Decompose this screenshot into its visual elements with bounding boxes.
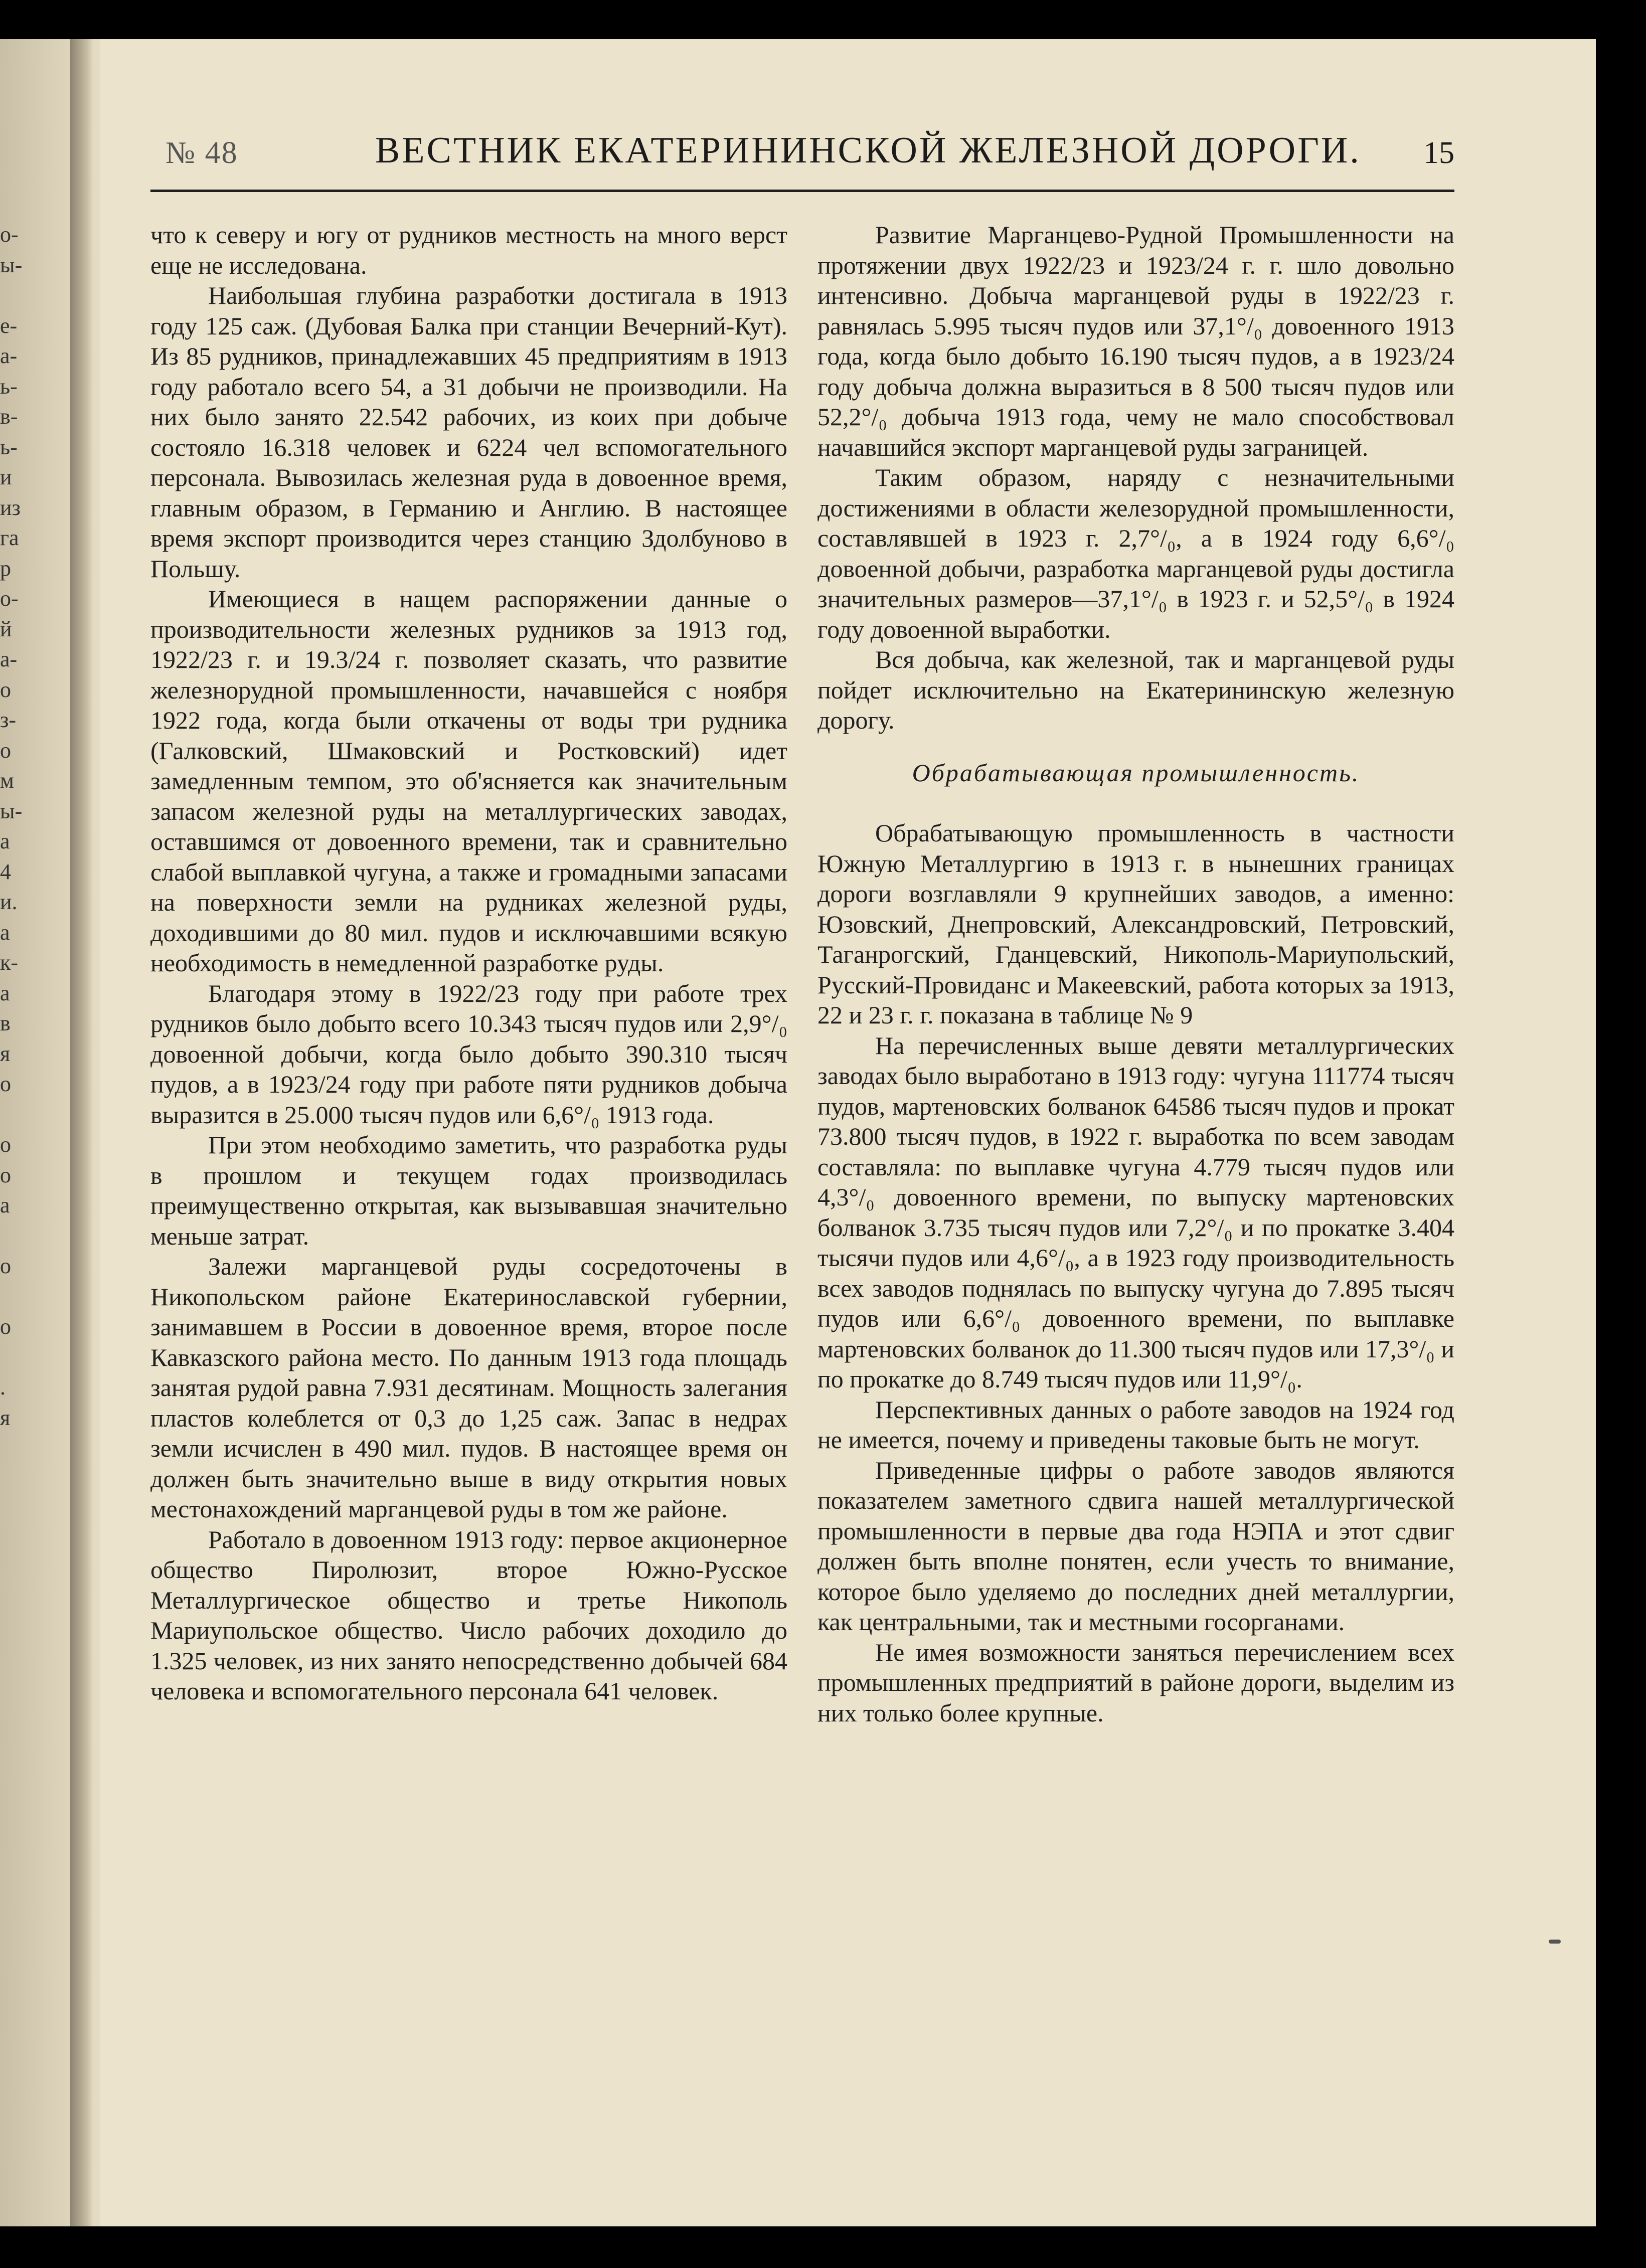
paragraph: Наибольшая глубина разработки достигала в 1913 году 125 саж. (Дубовая Балка при станции Вечерний-Кут). Из 85 рудников, принадлежавших 45 предприятиям в 1913 году работало всего 54, а 31 добычи не производили. На них было занято 22.542 рабочих, из коих при добыче состояло 16.318 человек и 6224 чел вспомогательного персонала. Вывозилась железная руда в довоенное время, главным образом, в Германию и Англию. В настоящее время экспорт производится через станцию Здолбуново в Польшу.: [150, 281, 787, 583]
section-title: Обрабатывающая промышленность.: [912, 758, 1360, 787]
adjacent-page-fragments: о- ы- е- а- ь- в- ь- и из га р о- й а- о з- о м ы- а 4 и. а к- а в я о о о а о о . я: [0, 222, 23, 1430]
scanned-page: [0, 39, 1596, 2226]
paragraph: Вся добыча, как железной, так и марганцевой руды пойдет исключительно на Екатерининскую железную дорогу.: [817, 645, 1454, 734]
paragraph: Залежи марганцевой руды сосредоточены в Никопольском районе Екатеринославской губернии, занимавшем в России в довоенное время, второе после Кавказского района место. По данным 1913 года площадь занятая рудой равна 7.931 десятинам. Мощность залегания пластов колеблется от 0,3 до 1,25 саж. Запас в недрах земли исчислен в 490 мил. пудов. В настоящее время он должен быть значительно выше в виду открытия новых местонахождений марганцевой руды в том же районе.: [150, 1252, 787, 1523]
paragraph: Благодаря этому в 1922/23 году при работе трех рудников было добыто всего 10.343 тысяч пудов или 2,9°/₀ довоенной добычи, когда было добыто 390.310 тысяч пудов, а в 1923/24 году при работе пяти рудников добыча выразится в 25.000 тысяч пудов или 6,6°/₀ 1913 года.: [150, 979, 787, 1129]
right-column: [817, 220, 1454, 1728]
paragraph: Развитие Марганцево-Рудной Промышленности на протяжении двух 1922/23 и 1923/24 г. г. шло довольно интенсивно. Добыча марганцевой руды в 1922/23 г. равнялась 5.995 тысяч пудов или 37,1°/₀ довоенного 1913 года, когда было добыто 16.190 тысяч пудов, а в 1923/24 году добыча должна выразиться в 8 500 тысяч пудов или 52,2°/₀ добыча 1913 года, чему не мало способствовал начавшийся экспорт марганцевой руды заграницей.: [817, 221, 1454, 461]
fold-shadow: [70, 39, 93, 2226]
ink-mark: [1549, 1940, 1561, 1944]
running-header: [166, 124, 1454, 180]
paragraph: Обрабатывающую промышленность в частности Южную Металлургию в 1913 г. в нынешних границах дороги возглавляли 9 крупнейших заводов, а именно: Юзовский, Днепровский, Александровский, Петровский, Таганрогский, Гданцевский, Никополь-Мариупольский, Русский-Провиданс и Макеевский, работа которых за 1913, 22 и 23 г. г. показана в таблице № 9: [817, 819, 1454, 1029]
paragraph: Имеющиеся в нащем распоряжении данные о производительности железных рудников за 1913 год, 1922/23 г. и 19.3/24 г. позволяет сказать, что развитие железнорудной промышленности, начавшейся с ноября 1922 года, когда были откачены от воды три рудника (Галковский, Шмаковский и Ростковский) идет замедленным темпом, это об'ясняется как значительным запасом железной руды на металлургических заводах, оставшимся от довоенного времени, так и сравнительно слабой выплавкой чугуна, а также и громадными запасами на поверхности земли на рудниках железной руды, доходившими до 80 мил. пудов и исключавшими всякую необходимость в немедленной разработке руды.: [150, 585, 787, 977]
paragraph: Не имея возможности заняться перечислением всех промышленных предприятий в районе дороги, выделим из них только более крупные.: [817, 1638, 1454, 1727]
paragraph: Работало в довоенном 1913 году: первое акционерное общество Пиролюзит, второе Южно-Русское Металлургическое общество и третье Никополь Мариупольское общество. Число рабочих доходило до 1.325 человек, из них занято непосредственно добычей 684 человека и вспомогательного персонала 641 человек.: [150, 1525, 787, 1705]
paragraph: На перечисленных выше девяти металлургических заводах было выработано в 1913 году: чугуна 111774 тысяч пудов, мартеновских болванок 64586 тысяч пудов и прокат 73.800 тысяч пудов, в 1922 г. выработка по всем заводам составляла: по выплавке чугуна 4.779 тысяч пудов или 4,3°/₀ довоенного времени, по выпуску мартеновских болванок 3.735 тысяч пудов или 7,2°/₀ и по прокатке 3.404 тысячи пудов или 4,6°/₀, а в 1923 году производительность всех заводов поднялась по выпуску чугуна до 7.895 тысяч пудов или 6,6°/₀ довоенного времени, по выплавке мартеновских болванок до 11.300 тысяч пудов или 17,3°/₀ и по прокатке до 8.749 тысяч пудов или 11,9°/₀.: [817, 1031, 1454, 1393]
paragraph: что к северу и югу от рудников местность на много верст еще не исследована.: [150, 221, 787, 279]
header-rule: [150, 190, 1454, 192]
page-number: 15: [1423, 136, 1454, 170]
paragraph: При этом необходимо заметить, что разработка руды в прошлом и текущем годах производилась преимущественно открытая, как вызывавшая значительно меньше затрат.: [150, 1131, 787, 1250]
paragraph: Таким образом, наряду с незначительными достижениями в области железорудной промышленности, составлявшей в 1923 г. 2,7°/₀, а в 1924 году 6,6°/₀ довоенной добычи, разработка марганцевой руды достигла значительных размеров—37,1°/₀ в 1923 г. и 52,5°/₀ в 1924 году довоенной выработки.: [817, 463, 1454, 643]
journal-title: ВЕСТНИК ЕКАТЕРИНИНСКОЙ ЖЕЛЕЗНОЙ ДОРОГИ.: [375, 130, 1361, 171]
left-column: [150, 220, 787, 1706]
paragraph: Перспективных данных о работе заводов на 1924 год не имеется, почему и приведены таковые быть не могут.: [817, 1395, 1454, 1454]
issue-number: № 48: [166, 136, 238, 170]
paragraph: Приведенные цифры о работе заводов являются показателем заметного сдвига нашей металлургической промышленности в первые два года НЭПА и этот сдвиг должен быть вполне понятен, если учесть то внимание, которое было уделяемо до последних дней металлургии, как центральными, так и местными госорганами.: [817, 1456, 1454, 1636]
